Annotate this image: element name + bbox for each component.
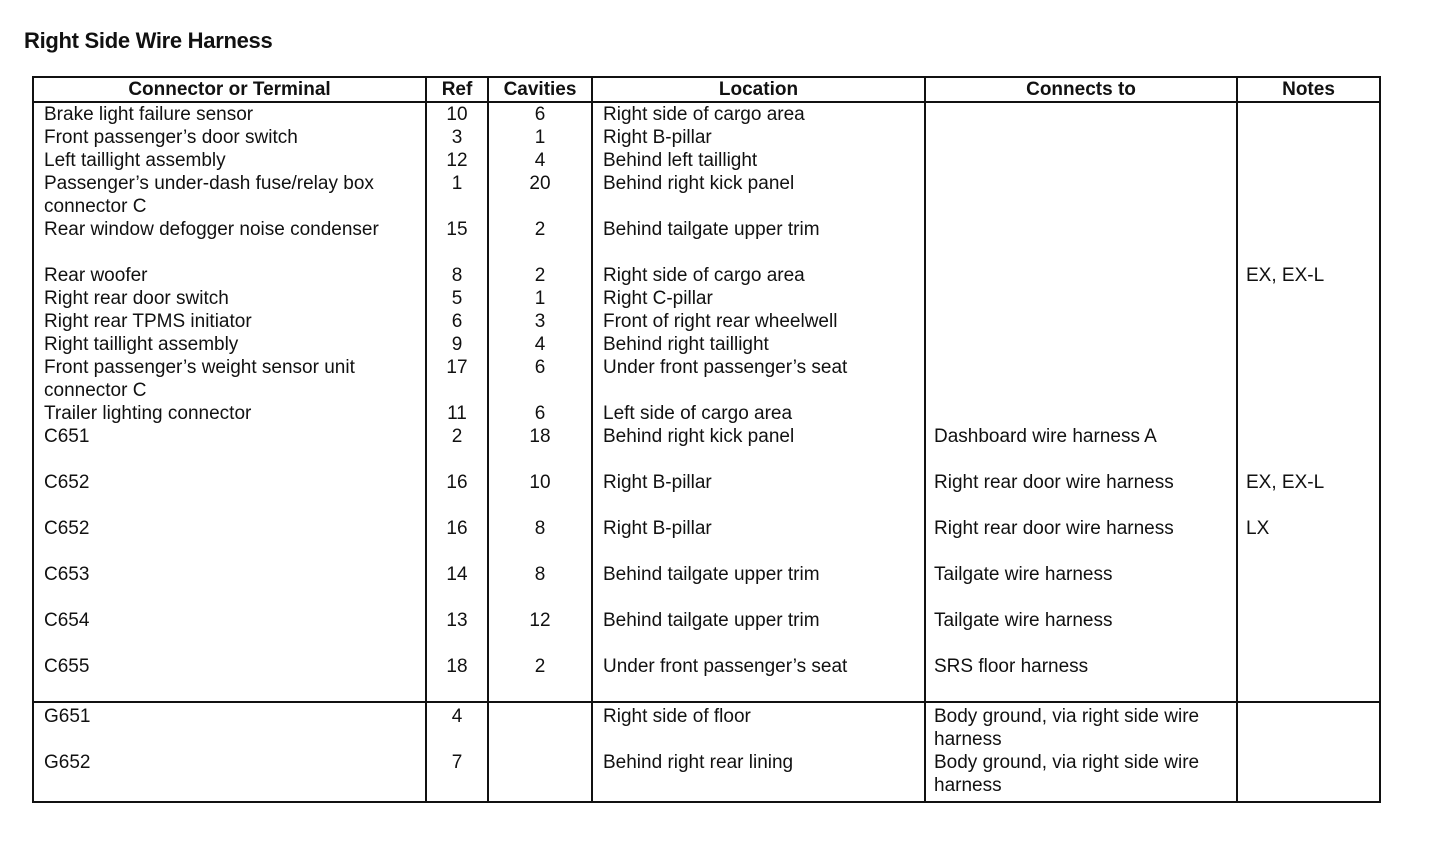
cell-connector: G651	[33, 702, 426, 751]
cell-connector: Front passenger’s weight sensor unit connector C	[33, 356, 426, 402]
cell-connects-to: Right rear door wire harness	[925, 517, 1237, 563]
table-row	[33, 517, 1380, 563]
cell-ref: 16	[426, 517, 488, 563]
cell-connects-to: SRS floor harness	[925, 655, 1237, 702]
cell-connects-to: Right rear door wire harness	[925, 471, 1237, 517]
cell-ref: 14	[426, 563, 488, 609]
cell-cavities: 18	[488, 425, 592, 471]
cell-ref: 10	[426, 102, 488, 126]
cell-connects-to: Tailgate wire harness	[925, 609, 1237, 655]
table-row	[33, 751, 1380, 802]
cell-notes	[1237, 149, 1380, 172]
cell-location: Left side of cargo area	[592, 402, 925, 425]
column-header-connects-to: Connects to	[925, 77, 1237, 102]
cell-connects-to	[925, 264, 1237, 287]
cell-ref: 12	[426, 149, 488, 172]
cell-ref: 5	[426, 287, 488, 310]
cell-cavities: 4	[488, 149, 592, 172]
column-header-cavities: Cavities	[488, 77, 592, 102]
cell-connector: Passenger’s under-dash fuse/relay box connector C	[33, 172, 426, 218]
cell-connector: C655	[33, 655, 426, 702]
table-row	[33, 402, 1380, 425]
table-header-row	[33, 77, 1380, 102]
cell-location: Behind left taillight	[592, 149, 925, 172]
cell-cavities: 2	[488, 218, 592, 264]
cell-connector: Front passenger’s door switch	[33, 126, 426, 149]
cell-notes	[1237, 609, 1380, 655]
column-header-notes: Notes	[1237, 77, 1380, 102]
cell-ref: 9	[426, 333, 488, 356]
cell-notes	[1237, 287, 1380, 310]
cell-cavities: 3	[488, 310, 592, 333]
table-row	[33, 609, 1380, 655]
table-row	[33, 702, 1380, 751]
cell-cavities	[488, 702, 592, 751]
cell-location: Front of right rear wheelwell	[592, 310, 925, 333]
cell-connector: G652	[33, 751, 426, 802]
cell-cavities: 2	[488, 655, 592, 702]
page-title: Right Side Wire Harness	[24, 28, 273, 53]
table-row	[33, 172, 1380, 218]
cell-ref: 4	[426, 702, 488, 751]
cell-cavities: 8	[488, 517, 592, 563]
cell-location: Behind tailgate upper trim	[592, 563, 925, 609]
cell-cavities: 8	[488, 563, 592, 609]
cell-connector: Right rear door switch	[33, 287, 426, 310]
column-header-connector: Connector or Terminal	[33, 77, 426, 102]
cell-notes	[1237, 402, 1380, 425]
table-row	[33, 310, 1380, 333]
cell-connector: Rear window defogger noise condenser	[33, 218, 426, 264]
cell-cavities: 6	[488, 402, 592, 425]
cell-connects-to	[925, 102, 1237, 126]
cell-notes: LX	[1237, 517, 1380, 563]
cell-connector: C653	[33, 563, 426, 609]
cell-notes	[1237, 102, 1380, 126]
cell-notes: EX, EX-L	[1237, 264, 1380, 287]
cell-location: Behind right rear lining	[592, 751, 925, 802]
cell-connector: Right taillight assembly	[33, 333, 426, 356]
cell-connects-to	[925, 402, 1237, 425]
cell-ref: 16	[426, 471, 488, 517]
cell-connects-to	[925, 149, 1237, 172]
cell-connects-to	[925, 333, 1237, 356]
cell-cavities: 2	[488, 264, 592, 287]
cell-connector: Rear woofer	[33, 264, 426, 287]
cell-connects-to	[925, 126, 1237, 149]
cell-connects-to: Body ground, via right side wire harness	[925, 702, 1237, 751]
table-row	[33, 333, 1380, 356]
cell-location: Right side of cargo area	[592, 102, 925, 126]
cell-ref: 15	[426, 218, 488, 264]
cell-location: Under front passenger’s seat	[592, 655, 925, 702]
cell-cavities	[488, 751, 592, 802]
cell-ref: 3	[426, 126, 488, 149]
cell-cavities: 4	[488, 333, 592, 356]
cell-notes	[1237, 310, 1380, 333]
cell-cavities: 1	[488, 287, 592, 310]
table-row	[33, 102, 1380, 126]
cell-connector: Right rear TPMS initiator	[33, 310, 426, 333]
cell-connects-to	[925, 356, 1237, 402]
cell-cavities: 6	[488, 102, 592, 126]
cell-connector: C654	[33, 609, 426, 655]
cell-notes	[1237, 425, 1380, 471]
cell-notes	[1237, 218, 1380, 264]
cell-notes	[1237, 333, 1380, 356]
cell-location: Right side of cargo area	[592, 264, 925, 287]
table-row	[33, 287, 1380, 310]
cell-ref: 6	[426, 310, 488, 333]
cell-ref: 8	[426, 264, 488, 287]
cell-notes	[1237, 356, 1380, 402]
table-row	[33, 655, 1380, 702]
cell-location: Behind tailgate upper trim	[592, 218, 925, 264]
cell-ref: 13	[426, 609, 488, 655]
cell-notes: EX, EX-L	[1237, 471, 1380, 517]
cell-connector: C652	[33, 471, 426, 517]
cell-cavities: 10	[488, 471, 592, 517]
cell-connects-to: Body ground, via right side wire harness	[925, 751, 1237, 802]
table-row	[33, 356, 1380, 402]
cell-connector: Left taillight assembly	[33, 149, 426, 172]
table-row	[33, 563, 1380, 609]
table-row	[33, 471, 1380, 517]
cell-notes	[1237, 563, 1380, 609]
cell-connects-to: Dashboard wire harness A	[925, 425, 1237, 471]
cell-location: Behind right kick panel	[592, 425, 925, 471]
cell-location: Right side of floor	[592, 702, 925, 751]
cell-ref: 1	[426, 172, 488, 218]
cell-location: Behind right taillight	[592, 333, 925, 356]
harness-table	[32, 76, 1381, 803]
cell-cavities: 1	[488, 126, 592, 149]
cell-connects-to	[925, 310, 1237, 333]
table-row	[33, 126, 1380, 149]
cell-connects-to: Tailgate wire harness	[925, 563, 1237, 609]
cell-ref: 18	[426, 655, 488, 702]
cell-connector: Brake light failure sensor	[33, 102, 426, 126]
cell-cavities: 12	[488, 609, 592, 655]
cell-location: Right C-pillar	[592, 287, 925, 310]
cell-location: Right B-pillar	[592, 126, 925, 149]
cell-connects-to	[925, 172, 1237, 218]
cell-connector: Trailer lighting connector	[33, 402, 426, 425]
cell-location: Behind right kick panel	[592, 172, 925, 218]
cell-connector: C652	[33, 517, 426, 563]
table-row	[33, 149, 1380, 172]
cell-connector: C651	[33, 425, 426, 471]
cell-connects-to	[925, 287, 1237, 310]
cell-cavities: 20	[488, 172, 592, 218]
cell-notes	[1237, 702, 1380, 751]
cell-connects-to	[925, 218, 1237, 264]
column-header-location: Location	[592, 77, 925, 102]
table-row	[33, 264, 1380, 287]
cell-notes	[1237, 126, 1380, 149]
cell-ref: 7	[426, 751, 488, 802]
cell-location: Right B-pillar	[592, 517, 925, 563]
cell-location: Right B-pillar	[592, 471, 925, 517]
cell-notes	[1237, 172, 1380, 218]
cell-ref: 2	[426, 425, 488, 471]
column-header-ref: Ref	[426, 77, 488, 102]
table-row	[33, 425, 1380, 471]
cell-ref: 11	[426, 402, 488, 425]
table-row	[33, 218, 1380, 264]
cell-location: Behind tailgate upper trim	[592, 609, 925, 655]
cell-location: Under front passenger’s seat	[592, 356, 925, 402]
cell-notes	[1237, 655, 1380, 702]
cell-ref: 17	[426, 356, 488, 402]
cell-notes	[1237, 751, 1380, 802]
cell-cavities: 6	[488, 356, 592, 402]
